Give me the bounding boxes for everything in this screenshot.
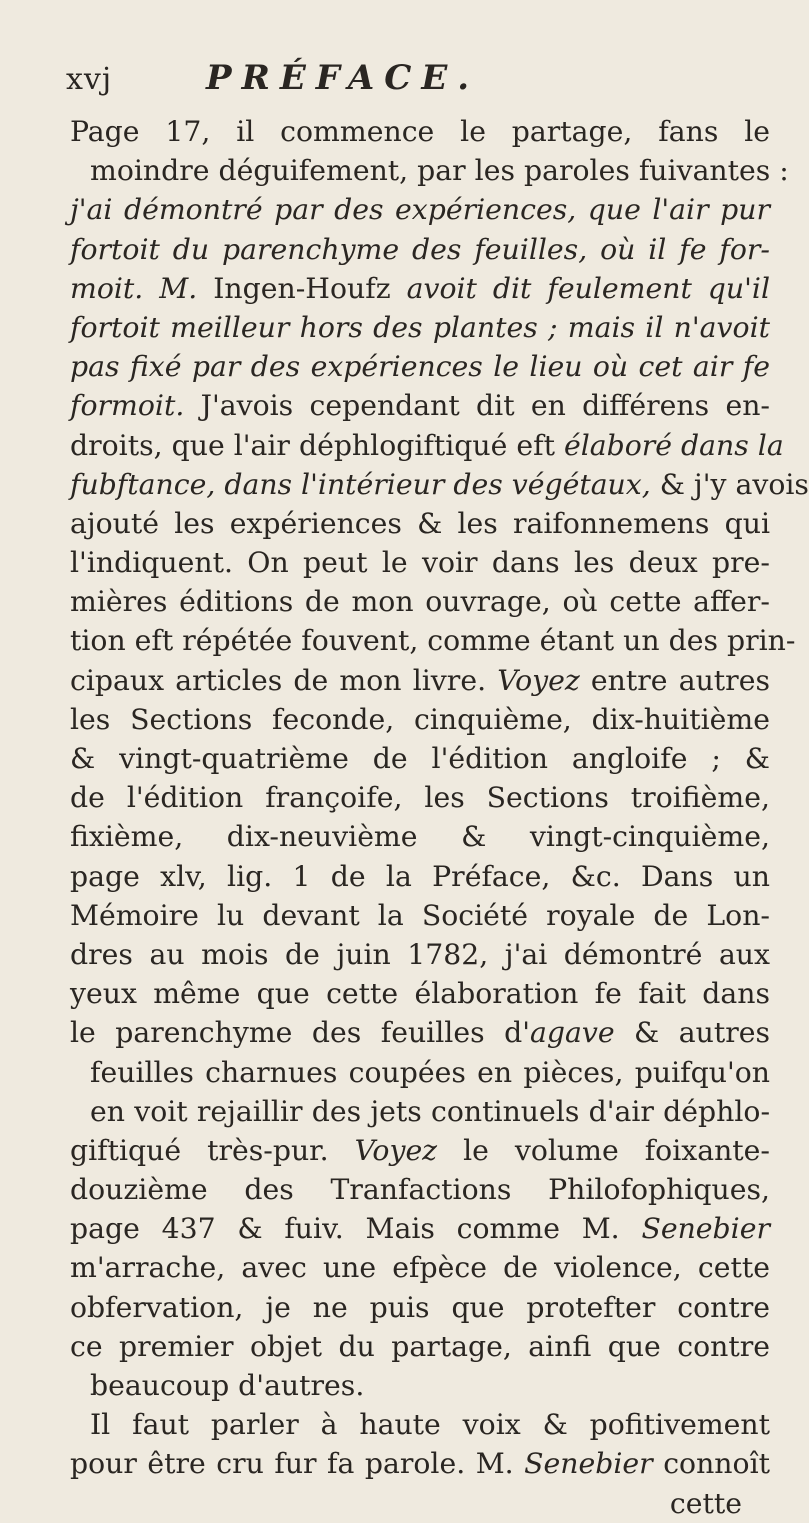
text-run: connoît — [652, 1447, 770, 1481]
text-run: m'arrache, avec une efpèce de violence, cette — [70, 1251, 770, 1285]
text-run: & vingt-quatrième de l'édition angloife ; & — [70, 742, 770, 775]
text-run: l'indiquent. On peut le voir dans les deux pre- — [70, 546, 770, 580]
text-line — [70, 857, 770, 896]
text-line — [70, 190, 770, 229]
text-run: Page 17, il commence le partage, fans le — [70, 115, 770, 148]
italic-text: Senebier — [641, 1212, 770, 1246]
text-line — [70, 504, 770, 543]
text-run: ajouté les expériences & les raifonnemens qui — [70, 506, 770, 540]
text-run: feuilles charnues coupées en pièces, puifqu'on — [90, 1055, 770, 1089]
text-line — [70, 1013, 770, 1052]
text-line — [70, 1405, 770, 1444]
text-run: droits, que l'air déphlogiftiqué eft — [70, 428, 564, 462]
text-run: dres au mois de juin 1782, j'ai démontré aux — [70, 937, 770, 971]
text-run: giftiqué très-pur. — [70, 1133, 355, 1167]
text-line — [70, 112, 770, 151]
italic-text: j'ai démontré par des expériences, que l'air pur — [70, 193, 770, 227]
text-run: & j'y avois — [650, 467, 809, 501]
text-run: le volume foixante- — [437, 1133, 770, 1167]
text-line — [70, 151, 789, 190]
running-title: PRÉFACE. — [206, 58, 480, 98]
text-run: Ingen-Houfz — [197, 271, 407, 305]
text-line — [70, 661, 770, 700]
text-line — [70, 230, 770, 269]
text-run: entre autres — [579, 663, 770, 697]
italic-text: moit. M. — [70, 271, 198, 305]
text-line — [70, 1092, 770, 1131]
text-run: J'avois cependant dit en différens en- — [184, 389, 770, 423]
text-run: moindre déguifement, par les paroles fuivantes : — [90, 154, 789, 188]
text-run: les Sections feconde, cinquième, dix-huitième — [70, 702, 770, 736]
text-line — [70, 778, 770, 817]
italic-text: avoit dit feulement qu'il — [406, 271, 771, 305]
italic-text: Voyez — [354, 1133, 438, 1167]
text-run: fixième, dix-neuvième & vingt-cinquième, — [70, 820, 770, 854]
text-run: le parenchyme des feuilles d' — [70, 1016, 530, 1050]
text-line — [70, 543, 770, 582]
italic-text: fubftance, dans l'intérieur des végétaux, — [70, 467, 651, 501]
text-line — [70, 269, 770, 308]
text-line — [70, 1366, 770, 1405]
text-line — [70, 308, 770, 347]
folio: xvj — [66, 62, 113, 97]
text-line — [70, 700, 770, 739]
text-run: page 437 & fuiv. Mais comme M. — [70, 1212, 642, 1246]
text-line — [70, 935, 770, 974]
italic-text: fortoit du parenchyme des feuilles, où il fe for- — [70, 232, 770, 266]
text-run: tion eft répétée fouvent, comme étant un des prin- — [70, 624, 796, 658]
italic-text: pas fixé par des expériences le lieu où cet air fe — [70, 350, 770, 384]
text-run: ce premier objet du partage, ainfi que contre — [70, 1329, 770, 1363]
text-line — [70, 1131, 770, 1170]
italic-text: élaboré dans la — [563, 428, 784, 462]
text-line — [70, 739, 770, 778]
text-line — [70, 1053, 770, 1092]
text-run: page xlv, lig. 1 de la Préface, &c. Dans un — [70, 859, 770, 893]
text-run: Il faut parler à haute voix & pofitivement — [90, 1408, 770, 1442]
text-run: cipaux articles de mon livre. — [70, 663, 498, 697]
text-run: de l'édition françoife, les Sections troifième, — [70, 781, 770, 815]
italic-text: fortoit meilleur hors des plantes ; mais il n'avoit — [70, 310, 770, 344]
italic-text: agave — [529, 1016, 615, 1050]
text-line — [70, 1209, 770, 1248]
text-run: & autres — [614, 1016, 770, 1050]
text-run: beaucoup d'autres. — [90, 1369, 365, 1402]
text-line — [70, 582, 770, 621]
text-line — [70, 1170, 770, 1209]
text-run: douzième des Tranfactions Philofophiques, — [70, 1173, 770, 1207]
text-line — [70, 426, 784, 465]
italic-text: formoit. — [70, 389, 185, 423]
text-line — [70, 465, 809, 504]
text-run: Mémoire lu devant la Société royale de Lon- — [70, 898, 770, 932]
catchword: cette — [669, 1486, 742, 1520]
italic-text: Senebier — [524, 1447, 653, 1481]
text-run: mières éditions de mon ouvrage, où cette affer- — [70, 585, 770, 619]
page-header — [66, 58, 766, 110]
text-run: yeux même que cette élaboration fe fait dans — [70, 977, 770, 1011]
text-line — [70, 974, 770, 1013]
text-line — [70, 621, 796, 660]
text-line — [70, 1327, 770, 1366]
text-line — [70, 1444, 770, 1483]
text-line — [70, 1288, 770, 1327]
text-line — [70, 896, 770, 935]
text-run: obfervation, je ne puis que protefter contre — [70, 1290, 770, 1324]
text-run: en voit rejaillir des jets continuels d'air déphlo- — [90, 1094, 770, 1128]
text-line — [70, 386, 770, 425]
body-text — [70, 112, 809, 1523]
text-line — [70, 817, 770, 856]
italic-text: Voyez — [497, 663, 580, 697]
text-line — [70, 347, 770, 386]
text-run: pour être cru fur fa parole. M. — [70, 1447, 525, 1481]
text-line — [70, 1248, 770, 1287]
